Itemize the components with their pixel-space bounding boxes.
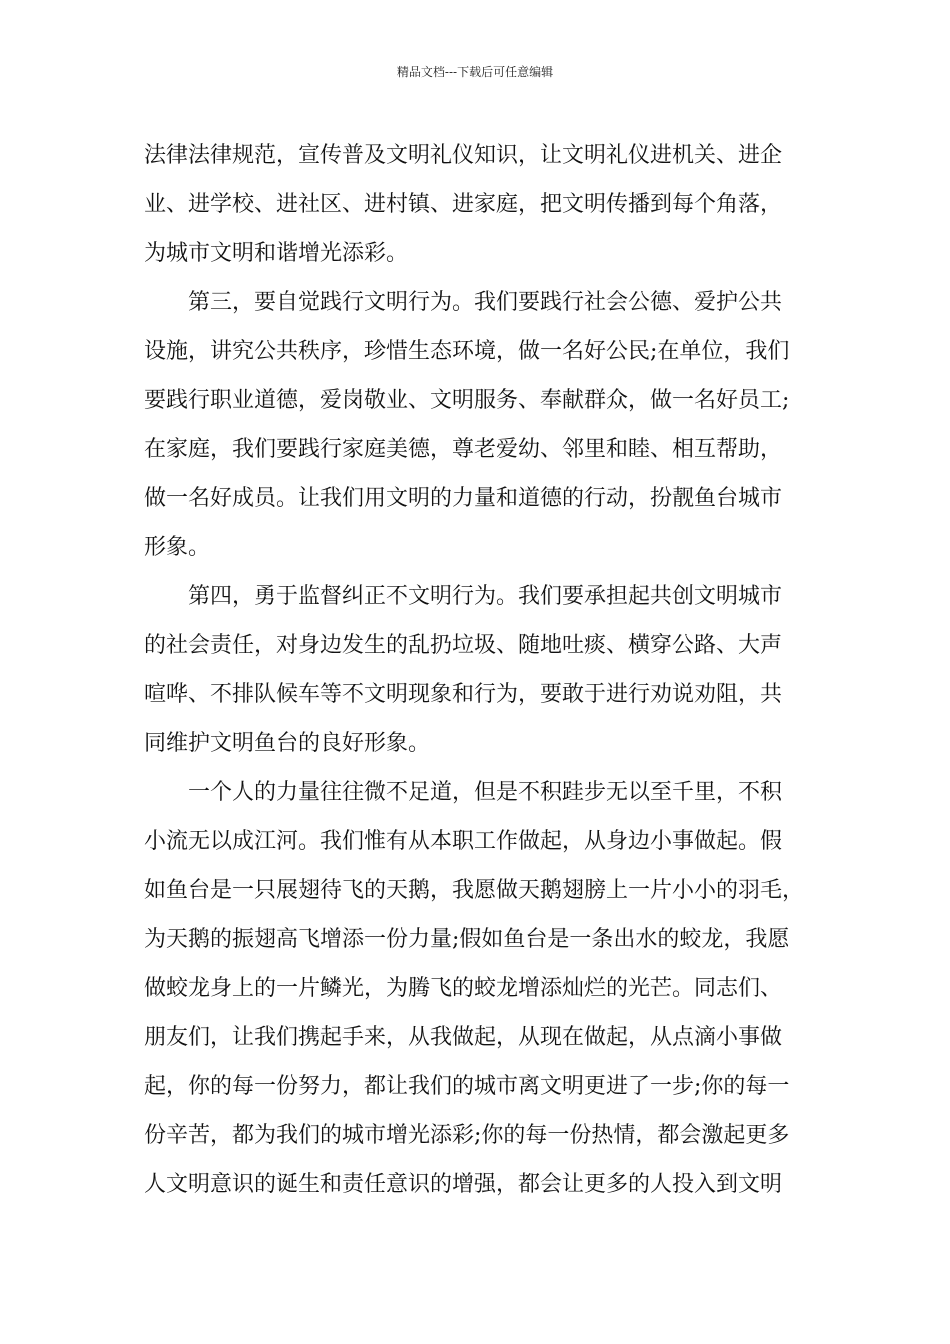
paragraph <box>144 131 824 278</box>
text-line: 第三，要自觉践行文明行为。我们要践行社会公德、爱护公共 <box>188 290 783 315</box>
page-header: 精品文档---下载后可任意编辑 <box>396 65 554 79</box>
text-line: 如鱼台是一只展翅待飞的天鹅，我愿做天鹅翅膀上一片小小的羽毛， <box>144 878 805 903</box>
text-line: 喧哗、不排队候车等不文明现象和行为，要敢于进行劝说劝阻，共 <box>144 682 783 707</box>
text-line: 要践行职业道德，爱岗敬业、文明服务、奉献群众，做一名好员工; <box>144 388 790 413</box>
text-line: 朋友们，让我们携起手来，从我做起，从现在做起，从点滴小事做 <box>144 1025 783 1050</box>
text-line: 法律法律规范，宣传普及文明礼仪知识，让文明礼仪进机关、进企 <box>144 143 783 168</box>
text-line: 一个人的力量往往微不足道，但是不积跬步无以至千里，不积 <box>188 780 783 805</box>
paragraph <box>144 768 824 1209</box>
text-line: 设施，讲究公共秩序，珍惜生态环境，做一名好公民;在单位，我们 <box>144 339 790 364</box>
paragraph <box>144 278 824 572</box>
text-line: 起，你的每一份努力，都让我们的城市离文明更进了一步;你的每一 <box>144 1074 790 1099</box>
text-line: 在家庭，我们要践行家庭美德，尊老爱幼、邻里和睦、相互帮助， <box>144 437 783 462</box>
text-line: 的社会责任，对身边发生的乱扔垃圾、随地吐痰、横穿公路、大声 <box>144 633 783 658</box>
text-line: 小流无以成江河。我们惟有从本职工作做起，从身边小事做起。假 <box>144 829 783 854</box>
text-line: 业、进学校、进社区、进村镇、进家庭，把文明传播到每个角落， <box>144 192 783 217</box>
text-line: 做一名好成员。让我们用文明的力量和道德的行动，扮靓鱼台城市 <box>144 486 783 511</box>
paragraph <box>144 572 824 768</box>
text-line: 份辛苦，都为我们的城市增光添彩;你的每一份热情，都会激起更多 <box>144 1123 790 1148</box>
text-line: 人文明意识的诞生和责任意识的增强，都会让更多的人投入到文明 <box>144 1172 783 1197</box>
text-line: 为城市文明和谐增光添彩。 <box>144 241 409 266</box>
document-body <box>144 131 824 1209</box>
text-line: 为天鹅的振翅高飞增添一份力量;假如鱼台是一条出水的蛟龙，我愿 <box>144 927 790 952</box>
text-line: 同维护文明鱼台的良好形象。 <box>144 731 431 756</box>
text-line: 形象。 <box>144 535 211 560</box>
text-line: 做蛟龙身上的一片鳞光，为腾飞的蛟龙增添灿烂的光芒。同志们、 <box>144 976 783 1001</box>
text-line: 第四，勇于监督纠正不文明行为。我们要承担起共创文明城市 <box>188 584 783 609</box>
